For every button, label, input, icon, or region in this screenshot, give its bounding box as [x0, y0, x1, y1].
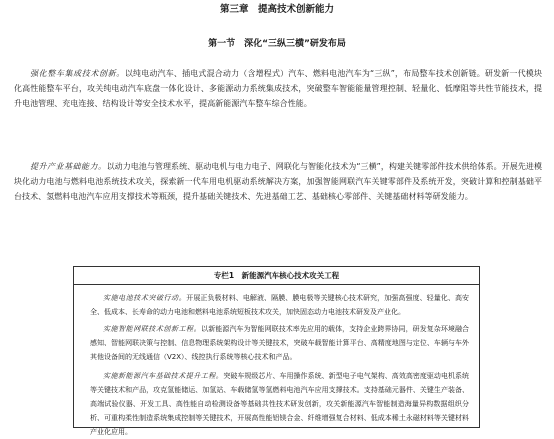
paragraph-body: 以纯电动汽车、插电式混合动力（含增程式）汽车、燃料电池汽车为“三纵”，布局整车技术创新链。研发新一代模块化高性能整车平台，攻关纯电动汽车底盘一体化设计、多能源动力系统集成技术，突破整车智能能量管理控制、轻量化、低摩阻等共性节能技术，提升电池管理、充电连接、结构设计等安全技术水平，提高新能源汽车整车综合性能。 — [14, 69, 543, 108]
paragraph-lead: 提升产业基础能力。 — [30, 162, 107, 171]
box-item-lead: 实施电池技术突破行动。 — [103, 294, 187, 302]
box-item-battery — [74, 285, 479, 319]
box-item-body: 开展正负极材料、电解液、隔膜、膜电极等关键核心技术研究，加强高强度、轻量化、高安全、低成本、长寿命的动力电池和燃料电池系统短板技术攻关，加快固态动力电池技术研发及产业化。 — [90, 294, 470, 316]
feature-box-title: 专栏1 新能源汽车核心技术攻关工程 — [74, 267, 479, 285]
paragraph-vehicle-integration — [14, 66, 542, 111]
paragraph-body: 以动力电池与管理系统、驱动电机与电力电子、网联化与智能化技术为“三横”，构建关键零部件技术供给体系。开展先进模块化动力电池与燃料电池系统技术攻关，探索新一代车用电机驱动系统解决方案，加强智能网联汽车关键零部件及系统开发，突破计算和控制基础平台技术、氢燃料电池汽车应用支撑技术等瓶颈，提升基础关键技术、先进基础工艺、基础核心零部件、关键基础材料等研发能力。 — [14, 162, 542, 201]
box-item-lead: 实施新能源汽车基础技术提升工程。 — [103, 372, 224, 380]
box-item-connected — [74, 319, 479, 364]
chapter-title: 第三章 提高技术创新能力 — [219, 4, 334, 15]
paragraph-industrial-base — [14, 159, 542, 204]
box-item-body: 以新能源汽车为智能网联技术率先应用的载体，支持企业跨界协同，研发复杂环境融合感知、智能网联决策与控制、信息物理系统架构设计等关键技术，突破车载智能计算平台、高精度地图与定位、车辆与车外其他设备间的无线通信（V2X）、线控执行系统等核心技术和产品。 — [90, 325, 470, 361]
feature-box — [73, 266, 480, 436]
box-item-foundation — [74, 364, 479, 439]
paragraph-lead: 强化整车集成技术创新。 — [30, 69, 125, 78]
section-title: 第一节 深化“三纵三横”研发布局 — [208, 39, 346, 49]
box-item-body: 突破车规级芯片、车用操作系统、新型电子电气架构、高效高密度驱动电机系统等关键技术和产品，攻克氢能储运、加氢站、车载储氢等氢燃料电池汽车应用支撑技术。支持基础元器件、关键生产装备、高端试验仪器、开发工具、高性能自动检测设备等基础共性技术研发创新，攻关新能源汽车智能制造海量异构数据组织分析、可重构柔性制造系统集成控制等关键技术，开展高性能铝镁合金、纤维增强复合材料、低成本稀土永磁材料等关键材料产业化应用。 — [90, 372, 470, 436]
box-item-lead: 实施智能网联技术创新工程。 — [103, 325, 202, 333]
